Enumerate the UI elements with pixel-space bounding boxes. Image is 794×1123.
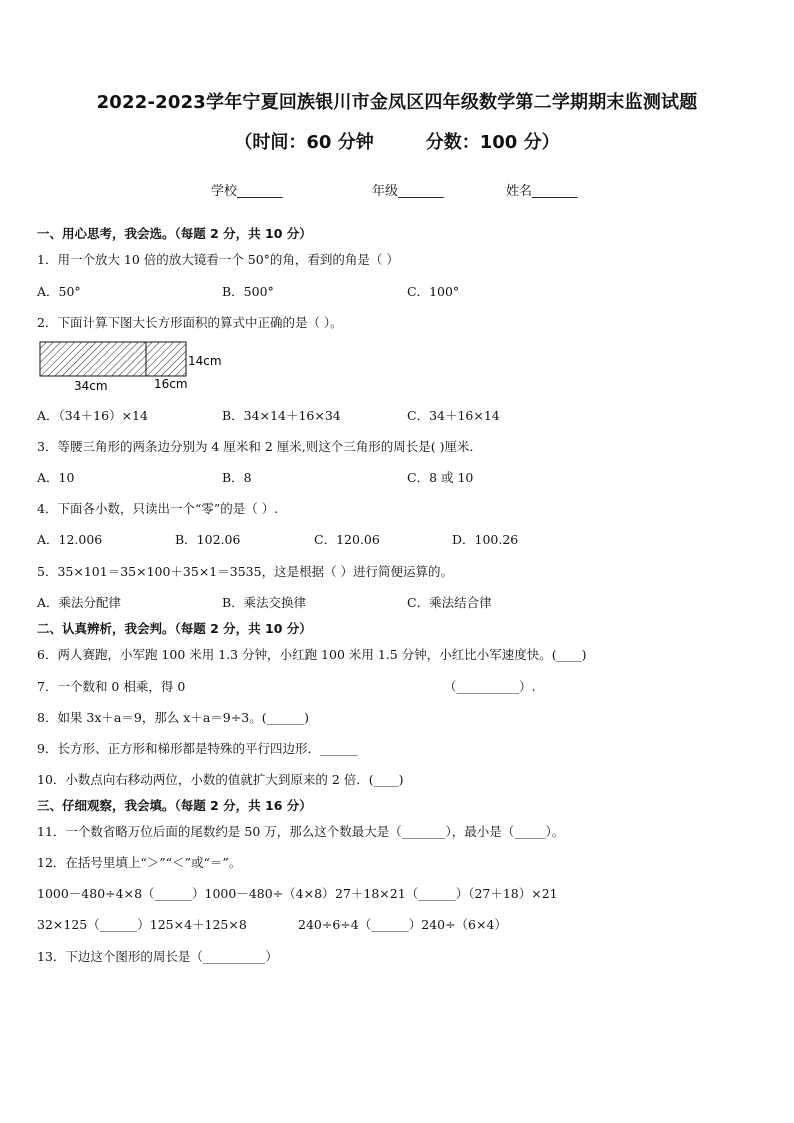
question-11: 11．一个数省略万位后面的尾数约是 50 万，那么这个数最大是（_______），最小是（_____）。 (37, 824, 565, 839)
question-4: 4．下面各小数，只读出一个“零”的是（ ）. (37, 501, 279, 516)
section-1-heading: 一、用心思考，我会选。（每题 2 分，共 10 分） (37, 226, 312, 241)
name-field[interactable]: 姓名_______ (506, 184, 578, 199)
q12-compare-2[interactable]: 27＋18×21（______）（27＋18）×21 (335, 886, 558, 901)
q4-option-d[interactable]: D．100.26 (452, 532, 519, 547)
q5-option-b[interactable]: B．乘法交换律 (222, 595, 307, 610)
question-7: 7．一个数和 0 相乘，得 0 (37, 679, 186, 694)
q5-option-c[interactable]: C．乘法结合律 (407, 595, 492, 610)
page-title: 2022-2023学年宁夏回族银川市金凤区四年级数学第二学期期末监测试题 (96, 92, 698, 113)
exam-subtitle (0, 128, 794, 154)
q12-compare-4[interactable]: 240÷6÷4（______）240÷（6×4） (298, 917, 507, 932)
q7-answer-blank[interactable]: （__________）. (444, 679, 536, 694)
time-label: （时间：60 分钟 (234, 132, 374, 153)
question-5: 5．35×101＝35×100＋35×1＝3535，这是根据（ ）进行简便运算的。 (37, 564, 454, 579)
q2-option-c[interactable]: C．34＋16×14 (407, 408, 500, 423)
question-9: 9．长方形、正方形和梯形都是特殊的平行四边形．______ (37, 741, 358, 756)
q1-option-a[interactable]: A．50° (37, 284, 81, 299)
large-rectangle-part (40, 342, 146, 376)
q3-option-b[interactable]: B．8 (222, 470, 252, 485)
question-13: 13．下边这个图形的周长是（__________） (37, 949, 278, 964)
q3-option-a[interactable]: A．10 (37, 470, 75, 485)
rectangle-figure (36, 338, 236, 394)
q2-option-a[interactable]: A．（34＋16）×14 (37, 408, 148, 423)
score-label: 分数：100 分） (425, 132, 560, 153)
q12-compare-1[interactable]: 1000－480÷4×8（______）1000－480÷（4×8） (37, 886, 335, 901)
question-6: 6．两人赛跑，小军跑 100 米用 1.3 分钟，小红跑 100 米用 1.5 分钟，小红比小军速度快。(____) (37, 647, 587, 662)
question-2: 2．下面计算下图大长方形面积的算式中正确的是（ ）。 (37, 315, 343, 330)
q3-option-c[interactable]: C．8 或 10 (407, 470, 474, 485)
q5-option-a[interactable]: A．乘法分配律 (37, 595, 122, 610)
small-rectangle-part (146, 342, 186, 376)
height-label: 14cm (188, 354, 222, 368)
q2-option-b[interactable]: B．34×14＋16×34 (222, 408, 341, 423)
grade-field[interactable]: 年级_______ (372, 184, 444, 199)
section-2-heading: 二、认真辨析，我会判。（每题 2 分，共 10 分） (37, 621, 312, 636)
question-12: 12．在括号里填上“＞”“＜”或“＝”。 (37, 855, 242, 870)
section-3-heading: 三、仔细观察，我会填。（每题 2 分，共 16 分） (37, 798, 312, 813)
school-field[interactable]: 学校_______ (211, 184, 283, 199)
right-width-label: 16cm (154, 377, 188, 391)
q4-option-a[interactable]: A．12.006 (37, 532, 103, 547)
question-8: 8．如果 3x＋a＝9，那么 x＋a＝9÷3。(______) (37, 710, 309, 725)
question-3: 3．等腰三角形的两条边分别为 4 厘米和 2 厘米,则这个三角形的周长是( )厘米． (37, 439, 482, 454)
left-width-label: 34cm (74, 379, 108, 393)
q12-compare-3[interactable]: 32×125（______）125×4＋125×8 (37, 917, 247, 932)
q1-option-b[interactable]: B．500° (222, 284, 274, 299)
q4-option-b[interactable]: B．102.06 (175, 532, 241, 547)
question-10: 10．小数点向右移动两位，小数的值就扩大到原来的 2 倍．(____) (37, 772, 404, 787)
question-1: 1．用一个放大 10 倍的放大镜看一个 50°的角，看到的角是（ ） (37, 252, 399, 267)
q1-option-c[interactable]: C．100° (407, 284, 460, 299)
q4-option-c[interactable]: C．120.06 (314, 532, 380, 547)
